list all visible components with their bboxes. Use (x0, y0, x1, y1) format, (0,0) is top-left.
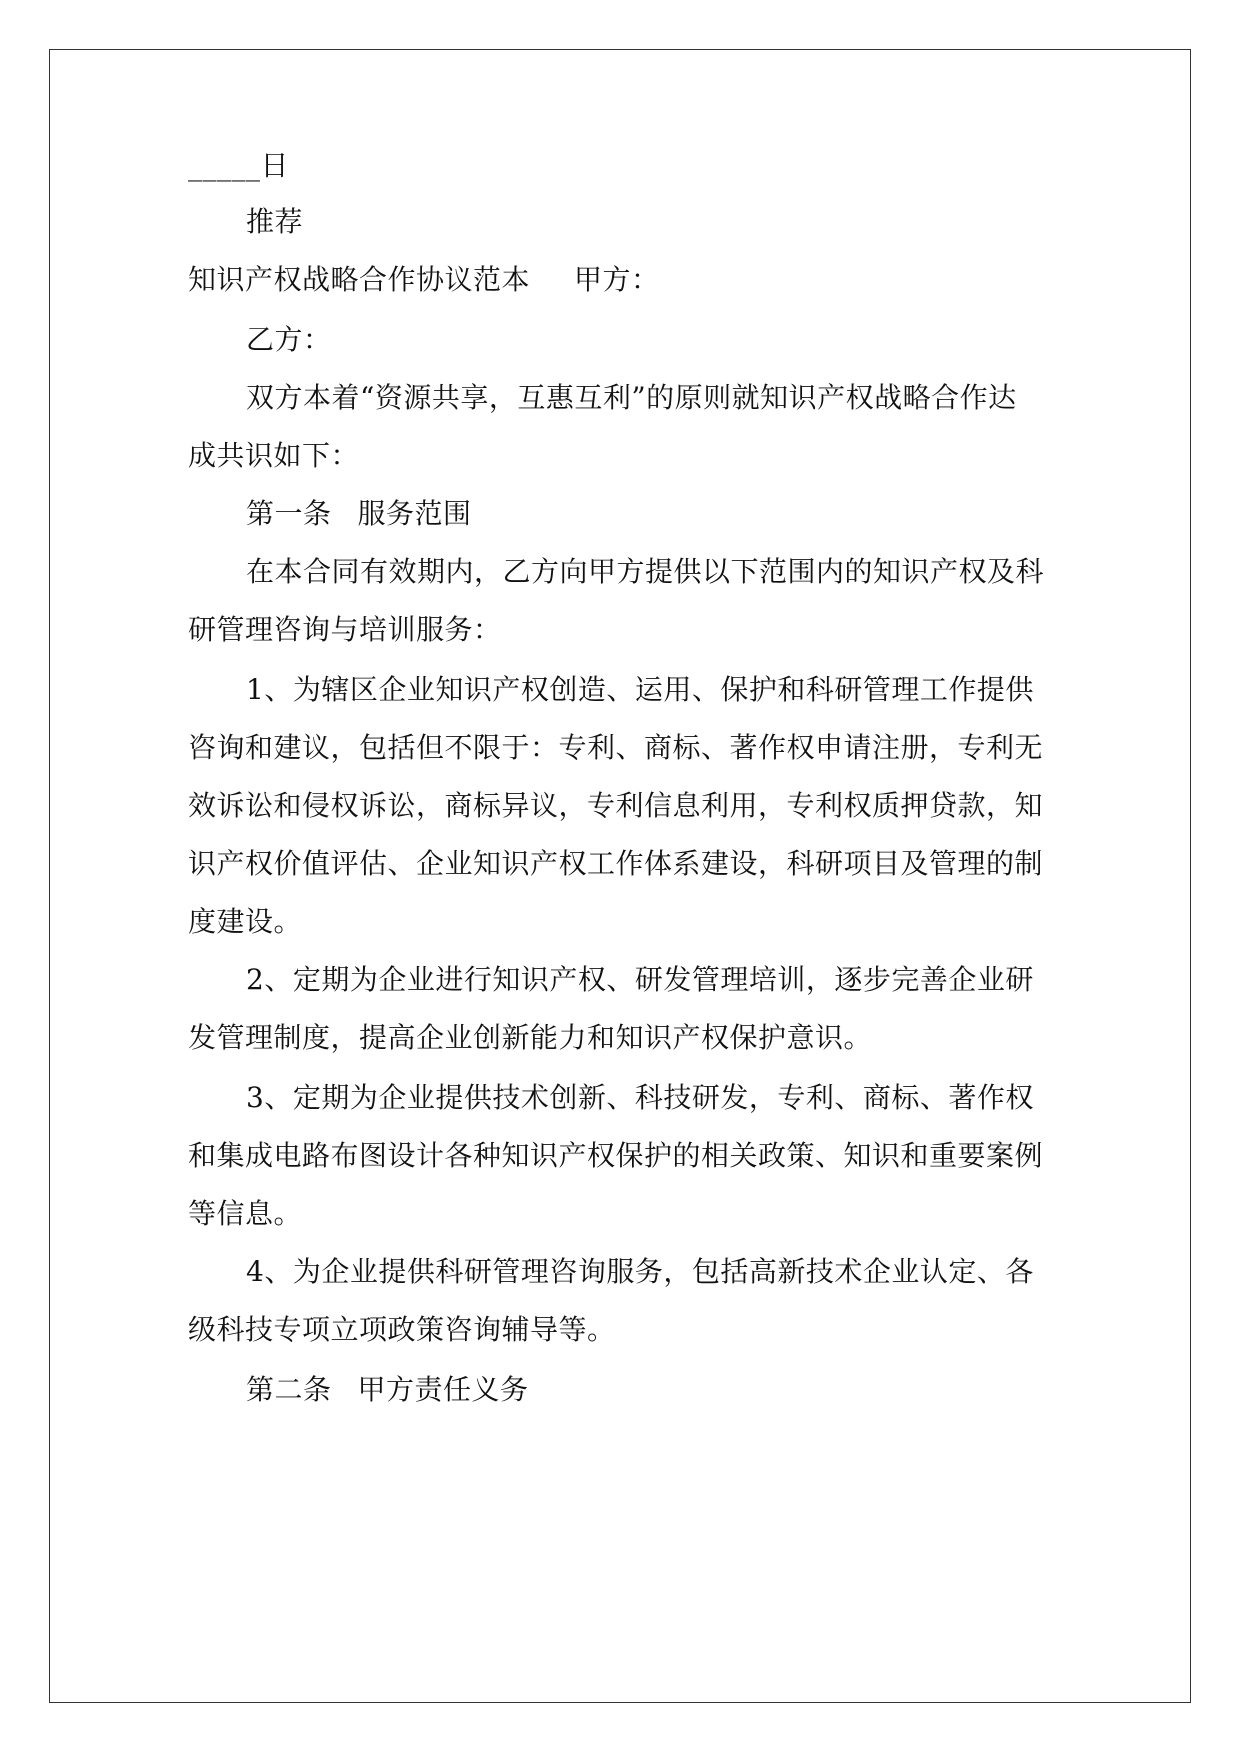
paragraph-line: 在本合同有效期内，乙方向甲方提供以下范围内的知识产权及科 (246, 555, 1045, 588)
paragraph-line: 双方本着“资源共享，互惠互利”的原则就知识产权战略合作达 (246, 381, 1017, 414)
paragraph-line: 1、为辖区企业知识产权创造、运用、保护和科研管理工作提供 (246, 673, 1034, 706)
paragraph-line: 识产权价值评估、企业知识产权工作体系建设，科研项目及管理的制 (188, 847, 1044, 880)
paragraph-line: 3、定期为企业提供技术创新、科技研发，专利、商标、著作权 (246, 1081, 1034, 1114)
article-2-heading (246, 1370, 529, 1410)
paragraph-line: 研管理咨询与培训服务： (188, 613, 502, 646)
title-line (188, 260, 660, 300)
date-fragment: _____日 (188, 149, 290, 182)
article-number: 第一条 (246, 497, 332, 530)
paragraph-line: 发管理制度，提高企业创新能力和知识产权保护意识。 (188, 1021, 873, 1054)
paragraph-line: 效诉讼和侵权诉讼，商标异议，专利信息利用，专利权质押贷款，知 (188, 789, 1044, 822)
party-b-label: 乙方： (246, 323, 332, 356)
paragraph-line: 咨询和建议，包括但不限于：专利、商标、著作权申请注册，专利无 (188, 731, 1044, 764)
paragraph-line: 度建设。 (188, 905, 303, 938)
recommend-label: 推荐 (246, 205, 304, 238)
article-number: 第二条 (246, 1373, 332, 1406)
paragraph-line: 级科技专项立项政策咨询辅导等。 (188, 1313, 616, 1346)
paragraph-line: 和集成电路布图设计各种知识产权保护的相关政策、知识和重要案例 (188, 1139, 1044, 1172)
article-title: 甲方责任义务 (357, 1373, 529, 1406)
paragraph-line: 4、为企业提供科研管理咨询服务，包括高新技术企业认定、各 (246, 1255, 1034, 1288)
paragraph-line: 等信息。 (188, 1197, 303, 1230)
document-title: 知识产权战略合作协议范本 (188, 263, 531, 296)
article-title: 服务范围 (357, 497, 472, 530)
article-1-heading (246, 494, 472, 534)
paragraph-line: 成共识如下： (188, 439, 360, 472)
paragraph-line: 2、定期为企业进行知识产权、研发管理培训，逐步完善企业研 (246, 963, 1034, 996)
party-a-label: 甲方： (574, 263, 660, 296)
